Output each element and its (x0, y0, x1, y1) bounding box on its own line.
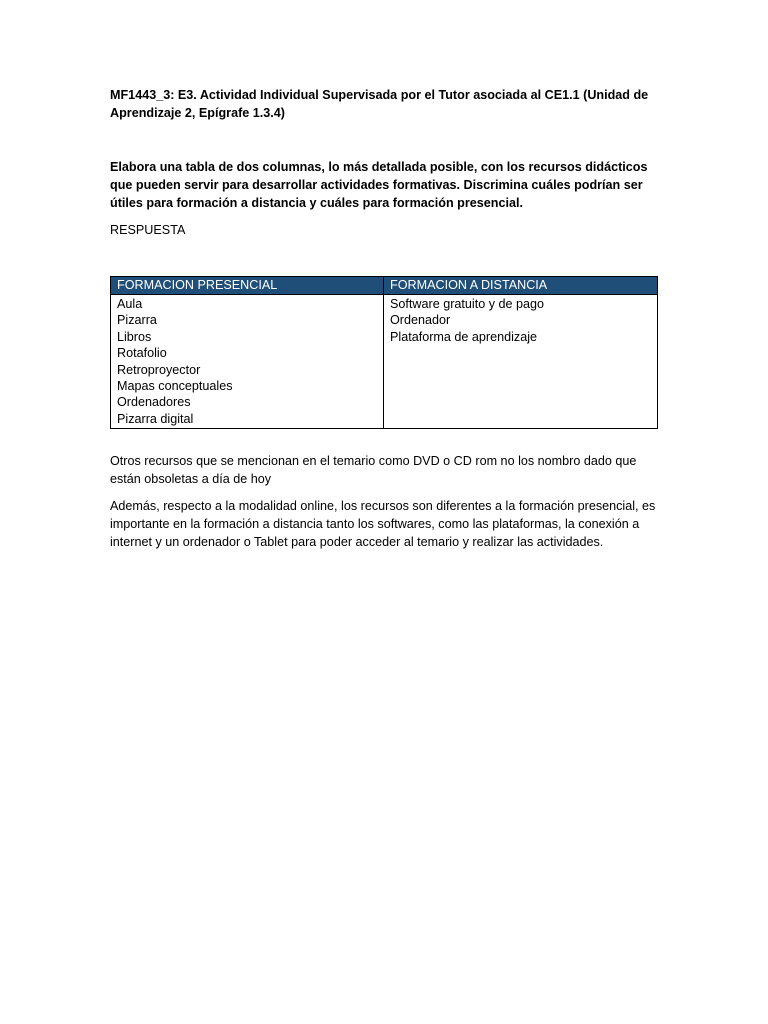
note-obsolete-resources: Otros recursos que se mencionan en el temario como DVD o CD rom no los nombro dado que están obsoletas a día de hoy (110, 454, 637, 486)
list-item: Rotafolio (117, 346, 167, 361)
header-formacion-presencial: FORMACION PRESENCIAL (111, 277, 384, 295)
list-item: Pizarra digital (117, 411, 194, 426)
distancia-cell (384, 295, 658, 429)
resources-table (110, 276, 658, 429)
list-item: Libros (117, 329, 152, 344)
presencial-cell (111, 295, 384, 429)
list-item: Plataforma de aprendizaje (390, 329, 538, 344)
list-item: Aula (117, 297, 143, 311)
list-item: Retroproyector (117, 362, 201, 377)
list-item: Mapas conceptuales (117, 379, 233, 394)
list-item: Ordenadores (117, 395, 191, 410)
activity-prompt: Elabora una tabla de dos columnas, lo más detallada posible, con los recursos didácticos que pueden servir para desarrollar actividades formativas. Discrimina cuáles podrían ser útiles para formación a distancia y cuáles para formación presencial. (110, 160, 648, 210)
list-item: Pizarra (117, 313, 157, 328)
header-formacion-distancia: FORMACION A DISTANCIA (384, 277, 658, 295)
answer-label: RESPUESTA (110, 223, 186, 237)
list-item: Ordenador (390, 313, 451, 328)
table-row (111, 295, 658, 429)
document-title: MF1443_3: E3. Actividad Individual Supervisada por el Tutor asociada al CE1.1 (Unidad de Aprendizaje 2, Epígrafe 1.3.4) (110, 88, 649, 120)
note-online-resources: Además, respecto a la modalidad online, los recursos son diferentes a la formación presencial, es importante en la formación a distancia tanto los softwares, como las plataformas, la conexión a internet y un ordenador o Tablet para poder acceder al temario y realizar las actividades. (110, 499, 656, 549)
table-header-row (111, 277, 658, 295)
list-item: Software gratuito y de pago (390, 297, 545, 311)
